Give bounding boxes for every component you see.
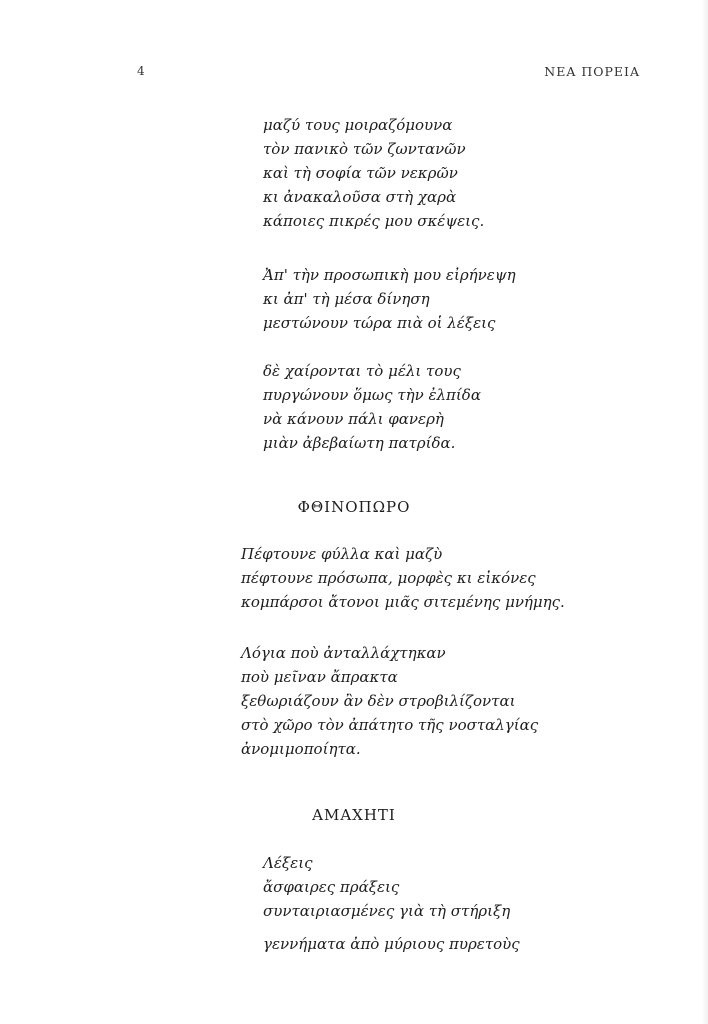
poem-line: πέφτουνε πρόσωπα, μορφὲς κι εἰκόνες (241, 569, 536, 587)
poem-title: ΦΘΙΝΟΠΩΡΟ (297, 498, 411, 516)
poem-line: Ἀπ' τὴν προσωπικὴ μου εἰρήνεψη (263, 266, 516, 284)
poem-line: κάποιες πικρές μου σκέψεις. (263, 212, 485, 230)
poem-line: ποὺ μεῖναν ἄπρακτα (241, 668, 398, 686)
poem2-stanza-2 (241, 641, 538, 761)
poem-line: Λέξεις (263, 854, 313, 872)
poem1-stanza-1 (263, 113, 484, 233)
poem-line: κομπάρσοι ἄτονοι μιᾶς σιτεμένης μνήμης. (241, 593, 565, 611)
poem-line: κι ἀπ' τὴ μέσα δίνηση (263, 290, 430, 308)
poem-line: ξεθωριάζουν ἂν δὲν στροβιλίζονται (241, 692, 516, 710)
poem2-stanza-1 (241, 542, 565, 614)
poem1-stanza-3 (263, 359, 481, 455)
poem-line: συνταιριασμένες γιὰ τὴ στήριξη (263, 902, 511, 920)
poem-line: ἄσφαιρες πράξεις (263, 878, 400, 896)
poem-line: μιὰν ἀβεβαίωτη πατρίδα. (263, 434, 456, 452)
poem-line: καὶ τὴ σοφία τῶν νεκρῶν (263, 164, 458, 182)
poem3-stanza-2 (263, 932, 520, 956)
poem-line: μεστώνουν τώρα πιὰ οἱ λέξεις (263, 314, 496, 332)
poem-line: δὲ χαίρονται τὸ μέλι τους (263, 362, 461, 380)
poem-line: Πέφτουνε φύλλα καὶ μαζὺ (241, 545, 443, 563)
poem-line: στὸ χῶρο τὸν ἀπάτητο τῆς νοσταλγίας (241, 716, 539, 734)
running-head: ΝΕΑ ΠΟΡΕΙΑ (544, 64, 640, 79)
poem1-stanza-2 (263, 263, 516, 335)
poem-line: μαζύ τους μοιραζόμουνα (263, 116, 453, 134)
poem-line: τὸν πανικὸ τῶν ζωντανῶν (263, 140, 466, 158)
poem-line: γεννήματα ἀπὸ μύριους πυρετοὺς (263, 935, 520, 953)
poem3-stanza-1 (263, 851, 510, 923)
page-number: 4 (137, 64, 145, 78)
poem-line: νὰ κάνουν πάλι φανερὴ (263, 410, 444, 428)
poem-line: Λόγια ποὺ ἀνταλλάχτηκαν (241, 644, 446, 662)
poem-title: ΑΜΑΧΗΤΙ (312, 806, 396, 824)
poem-line: πυργώνουν ὅμως τὴν ἐλπίδα (263, 386, 481, 404)
poem-line: κι ἀνακαλοῦσα στὴ χαρὰ (263, 188, 457, 206)
poem-line: ἀνομιμοποίητα. (241, 740, 361, 758)
